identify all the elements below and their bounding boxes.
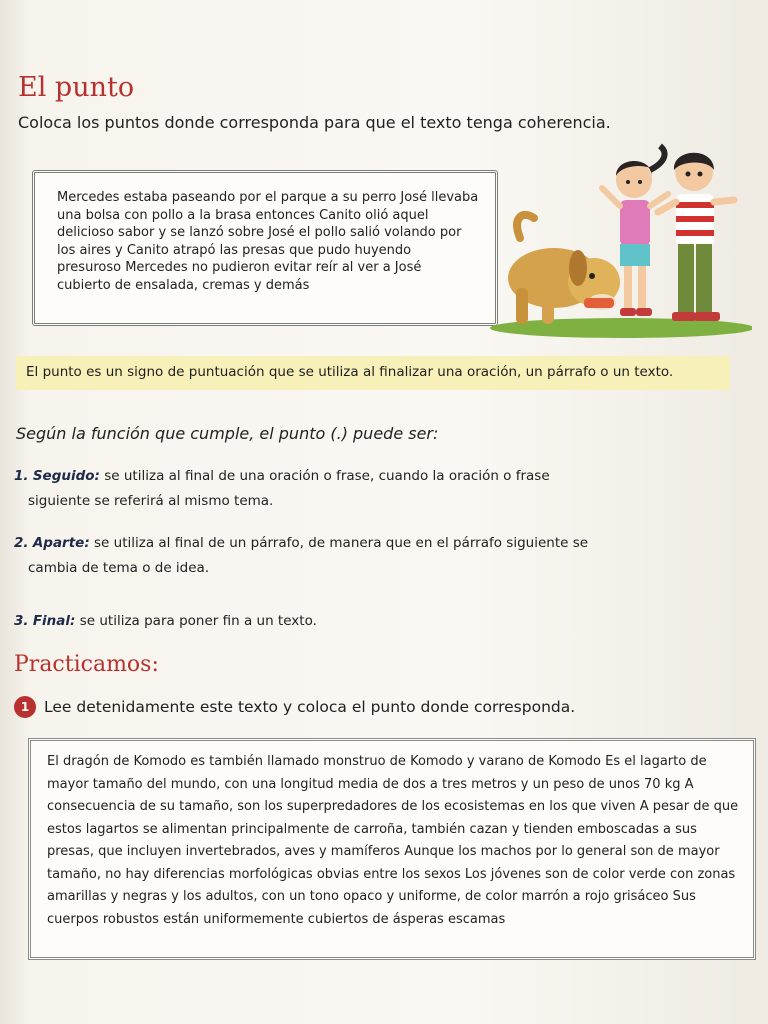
definition-highlight xyxy=(16,356,730,390)
rule-term: Seguido: xyxy=(32,468,100,484)
instruction-text: Coloca los puntos donde corresponda para que el texto tenga coherencia. xyxy=(18,113,611,132)
rule-text: se utiliza al final de una oración o frase, cuando la oración o frase xyxy=(104,468,550,484)
dog-figure xyxy=(508,215,620,324)
rule-text-continued: cambia de tema o de idea. xyxy=(28,560,210,576)
boy-figure xyxy=(658,153,734,321)
story-text: Mercedes estaba paseando por el parque a su perro José llevaba una bolsa con pollo a la brasa entonces Canito olió aquel delicioso sabor y se lanzó sobre José el pollo salió volando por los aires y Canito atrapó las presas que pudo huyendo presuroso Mercedes no pudieron evitar reír al ver a José cubierto de ensalada, cremas y demás xyxy=(57,190,479,293)
rule-final xyxy=(14,609,317,634)
rule-number: 3. xyxy=(14,613,29,629)
rule-text: se utiliza para poner fin a un texto. xyxy=(79,613,317,629)
komodo-text: El dragón de Komodo es también llamado monstruo de Komodo y varano de Komodo Es el lagarto de mayor tamaño del mundo, con una longitud media de dos a tres metros y un peso de unos 70 kg A consecuencia de su tamaño, son los superpredadores de los ecosistemas en los que viven A pesar de que estos lagartos se alimentan principalmente de carroña, también cazan y tienden emboscadas a sus presas, que incluyen invertebrados, aves y mamíferos Aunque los machos por lo general son de mayor tamaño, no hay diferencias morfológicas obvias entre los sexos Los jóvenes son de color verde con zonas amarillas y negras y los adultos, con un tono opaco y uniforme, de color marrón a rojo grisáceo Sus cuerpos robustos están uniformemente cubiertos de ásperas escamas xyxy=(47,754,739,927)
practice-title: Practicamos: xyxy=(14,652,159,677)
rule-term: Aparte: xyxy=(32,535,90,551)
functions-intro: Según la función que cumple, el punto (.) puede ser: xyxy=(16,424,439,443)
rule-text-continued: siguiente se referirá al mismo tema. xyxy=(28,493,274,509)
activity-instruction: Lee detenidamente este texto y coloca el punto donde corresponda. xyxy=(44,698,576,716)
rule-term: Final: xyxy=(32,613,76,629)
practice-text-box xyxy=(28,738,756,960)
activity-heading xyxy=(14,696,575,718)
rule-aparte xyxy=(14,531,588,581)
activity-number-badge: 1 xyxy=(14,696,36,718)
page-title: El punto xyxy=(18,72,135,103)
rule-text: se utiliza al final de un párrafo, de manera que en el párrafo siguiente se xyxy=(94,535,589,551)
rule-seguido xyxy=(14,464,550,514)
definition-text: El punto es un signo de puntuación que se utiliza al finalizar una oración, un párrafo o un texto. xyxy=(26,364,674,380)
story-box xyxy=(32,170,498,326)
rule-number: 2. xyxy=(14,535,29,551)
children-and-dog-illustration xyxy=(482,140,752,340)
rule-number: 1. xyxy=(14,468,29,484)
